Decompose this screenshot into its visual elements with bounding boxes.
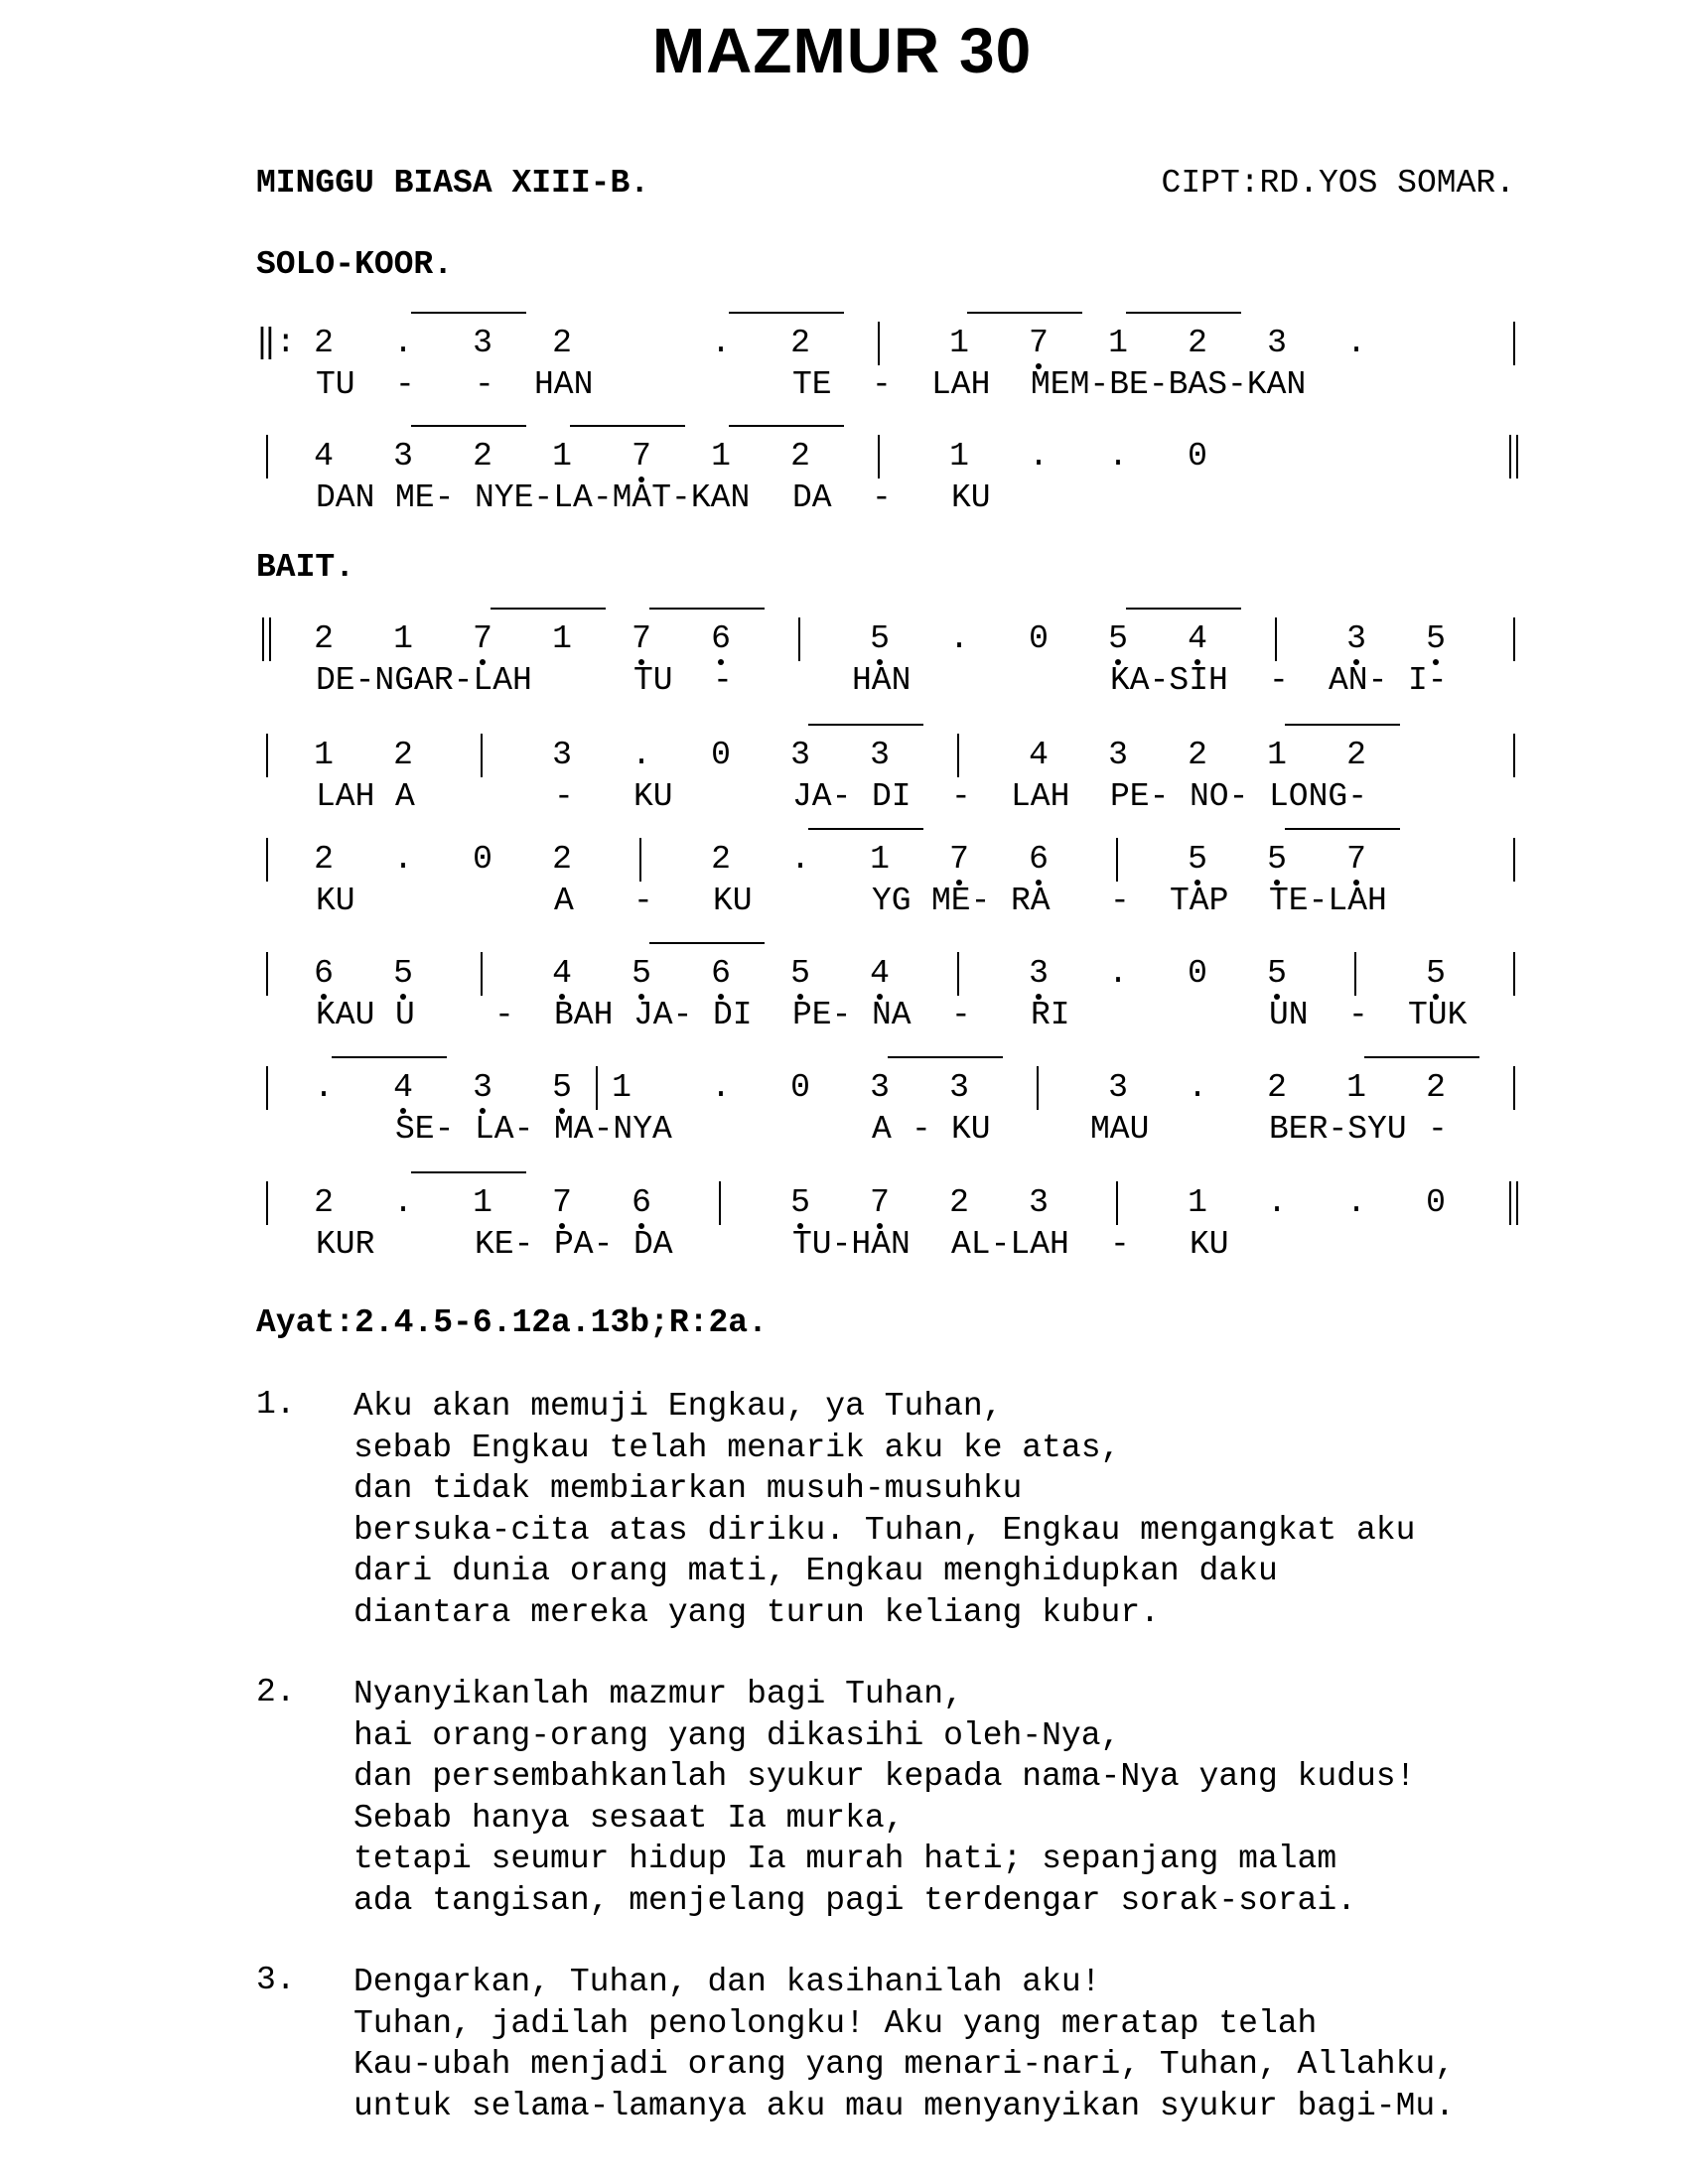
beam [1126,608,1241,610]
final-double-bar [1509,1181,1518,1225]
lyrics-row [256,882,1517,921]
note: . [1108,438,1128,475]
lyric: - [951,997,971,1033]
bar-line [481,952,483,996]
note: 5 [790,955,810,992]
notation-row [256,1183,1517,1223]
note: . [1029,438,1049,475]
note: 3 [473,325,492,361]
verse-line: dan tidak membiarkan musuh-musuhku [353,1470,1023,1507]
note: 5 [1426,955,1446,992]
verse-line: dari dunia orang mati, Engkau menghidupkan daku [353,1553,1278,1589]
beam [649,608,765,610]
lyric: - [1110,1226,1130,1263]
bar-line [1513,617,1515,661]
note: 5 [1267,841,1287,878]
verse-line: hai orang-orang yang dikasihi oleh-Nya, [353,1716,1121,1754]
note: 1 [393,620,413,657]
lyric: RI [1031,997,1070,1033]
lyric: DI [713,997,753,1033]
bar-line [1513,838,1515,882]
beam [729,425,844,427]
note: 4 [552,955,572,992]
lyric: MA-NYA [554,1111,672,1148]
note: 3 [1267,325,1287,361]
lyric: LAH [1011,778,1070,815]
note: 4 [1188,620,1207,657]
note: . [393,841,413,878]
verse-line: diantara mereka yang turun keliang kubur. [353,1593,1160,1631]
lyric: PA- [554,1226,614,1263]
note: 1 [314,737,334,773]
note: 1 [949,325,969,361]
verse-line: sebab Engkau telah menarik aku ke atas, [353,1429,1121,1466]
note: 0 [473,841,492,878]
note: 2 [1426,1069,1446,1106]
lyric: TE [792,366,832,403]
lyric: RA [1011,883,1051,919]
note: 3 [1108,737,1128,773]
lyric: TU-HAN [792,1226,911,1263]
verse-number: 1. [256,1386,296,1423]
lyric: YG [872,883,912,919]
bar-line [957,734,959,777]
note: 1 [1108,325,1128,361]
verse-number: 3. [256,1962,296,1998]
bar-line [798,617,800,661]
lyric: - [912,1111,931,1148]
composer-credit: CIPT:RD.YOS SOMAR. [1161,165,1515,202]
verse-line-2 [256,736,1517,831]
note: 0 [1426,1184,1446,1221]
beam [888,1056,1003,1058]
lyric: NO- [1190,778,1249,815]
note: 7 [632,620,651,657]
refrain-line-1 [256,324,1517,419]
lyric: - [713,662,733,699]
note: 7 [632,438,651,475]
lyric: DAN [316,479,375,516]
note: 3 [1029,955,1049,992]
bar-line [719,1181,721,1225]
beam [332,1056,447,1058]
note: . [1267,1184,1287,1221]
verse-line-6 [256,1183,1517,1279]
lyric: HAN [852,662,912,699]
lyric: KAU [316,997,375,1033]
bar-line [878,435,880,478]
verse-line: Kau-ubah menjadi orang yang menari-nari, Tuhan, Allahku, [353,2046,1455,2083]
note: 1 [870,841,890,878]
note: 7 [1346,841,1366,878]
note: 1 [1188,1184,1207,1221]
note: 2 [552,841,572,878]
note: 3 [870,1069,890,1106]
note: 1 [949,438,969,475]
note: 3 [1029,1184,1049,1221]
beam [411,312,526,314]
lyric: - [872,479,892,516]
note: 3 [552,737,572,773]
notation-row [256,324,1517,363]
lyric: - [1428,1111,1448,1148]
lyric: A [554,883,574,919]
lyric: LAH [931,366,991,403]
lyric: KU [951,479,991,516]
lyric: LA- [475,1111,534,1148]
note: 5 [393,955,413,992]
lyrics-row [256,478,1517,518]
lyric: A [872,1111,892,1148]
lyric: JA- [633,997,693,1033]
lyric: AL-LAH [951,1226,1069,1263]
bar-line [957,952,959,996]
beam [808,724,923,726]
note: 4 [1029,737,1049,773]
note: . [393,1184,413,1221]
verse-line: Tuhan, jadilah penolongku! Aku yang meratap telah [353,2004,1318,2042]
bar-line [878,322,880,365]
note: . [711,1069,731,1106]
page-title: MAZMUR 30 [651,15,1033,86]
lyric: I- [1408,662,1448,699]
lyric: LONG- [1269,778,1368,815]
note: 5 [1426,620,1446,657]
note: 2 [1188,737,1207,773]
note: 3 [870,737,890,773]
note: 3 [1108,1069,1128,1106]
lyric: LAH [316,778,375,815]
lyric: TAP [1170,883,1229,919]
lyric: UN [1269,997,1309,1033]
note: 1 [473,1184,492,1221]
lyric: KU [1190,1226,1229,1263]
bar-line [481,734,483,777]
bar-line [266,838,268,882]
bar-line [266,734,268,777]
lyric: KA-SIH [1110,662,1228,699]
note: 2 [1346,737,1366,773]
note: 1 [711,438,731,475]
lyrics-row [256,996,1517,1035]
lyric: PE- [792,997,852,1033]
note: 5 [1267,955,1287,992]
note: 5 [1188,841,1207,878]
note: 1 [552,438,572,475]
note: 2 [790,438,810,475]
note: 7 [473,620,492,657]
note: 2 [552,325,572,361]
lyric: MAU [1090,1111,1150,1148]
lyrics-row [256,365,1517,405]
note: 2 [949,1184,969,1221]
notation-row [256,437,1517,477]
bar-line [1354,952,1356,996]
bar-line [1513,952,1515,996]
verse-line-4 [256,954,1517,1049]
note: . [790,841,810,878]
note: . [949,620,969,657]
note: 6 [314,955,334,992]
note: 3 [473,1069,492,1106]
verse-line: Dengarkan, Tuhan, dan kasihanilah aku! [353,1964,1101,2000]
note: 4 [393,1069,413,1106]
lyric: ME- [395,479,455,516]
note: 2 [790,325,810,361]
verse-line: ada tangisan, menjelang pagi terdengar sorak-sorai. [353,1881,1356,1919]
ayat-reference: Ayat:2.4.5-6.12a.13b;R:2a. [256,1304,768,1341]
lyric: - [951,778,971,815]
beam [491,608,606,610]
bar-line [596,1066,598,1110]
note: 7 [1029,325,1049,361]
verse-line: bersuka-cita atas diriku. Tuhan, Engkau mengangkat aku [353,1511,1416,1549]
lyric: TU [633,662,673,699]
note: . [1188,1069,1207,1106]
lyric: TUK [1408,997,1468,1033]
lyric: MEM-BE-BAS-KAN [1031,366,1307,403]
note: 2 [1267,1069,1287,1106]
lyrics-row [256,1225,1517,1265]
note: 6 [711,955,731,992]
note: 2 [314,841,334,878]
bar-line [1513,322,1515,365]
note: 7 [552,1184,572,1221]
lyrics-row [256,1110,1517,1150]
verse-line: dan persembahkanlah syukur kepada nama-Nya yang kudus! [353,1758,1416,1795]
lyric: TE-LAH [1269,883,1387,919]
lyric: - [494,997,514,1033]
note: 0 [711,737,731,773]
lyric: - [1348,997,1368,1033]
lyric: BAH [554,997,614,1033]
final-double-bar [1509,435,1518,478]
note: 1 [1267,737,1287,773]
note: 4 [314,438,334,475]
bar-line [1037,1066,1039,1110]
beam [411,1171,526,1173]
lyrics-row [256,777,1517,817]
verse-line-3 [256,840,1517,935]
note: 7 [870,1184,890,1221]
beam [967,312,1082,314]
note: 4 [870,955,890,992]
note: 2 [711,841,731,878]
beam [1285,724,1400,726]
verse-line: Sebab hanya sesaat Ia murka, [353,1799,905,1837]
note: . [632,737,651,773]
lyric: SE- [395,1111,455,1148]
note: 2 [393,737,413,773]
note: . [393,325,413,361]
lyric: - [395,366,415,403]
note: 5 [552,1069,572,1106]
notation-row [256,736,1517,775]
beam [570,425,685,427]
note: . [1108,955,1128,992]
note: 3 [949,1069,969,1106]
lyric: KU [951,1111,991,1148]
lyric: DI [872,778,912,815]
start-double-bar [262,617,271,661]
note: 3 [393,438,413,475]
note: 6 [632,1184,651,1221]
note: 1 [1346,1069,1366,1106]
notation-row [256,840,1517,880]
lyric: KU [316,883,355,919]
note: 5 [632,955,651,992]
lyric: DA [792,479,832,516]
note: 1 [612,1069,632,1106]
lyric: KE- [475,1226,534,1263]
note: . [314,1069,334,1106]
beam [411,425,526,427]
lyric: - [633,883,653,919]
notation-row [256,954,1517,994]
beam [1285,828,1400,830]
lyric: - [1110,883,1130,919]
bar-line [1513,734,1515,777]
lyric: NYE-LA-MAT-KAN [475,479,751,516]
note: 5 [790,1184,810,1221]
lyric: A [395,778,415,815]
lyric: - [475,366,494,403]
note: 2 [473,438,492,475]
beam [1364,1056,1479,1058]
notation-row [256,619,1517,659]
note: . [1346,325,1366,361]
occasion-label: MINGGU BIASA XIII-B. [256,165,650,202]
lyric: U [395,997,415,1033]
repeat-start-sign: ‖: [256,325,296,361]
beam [729,312,844,314]
bar-line [266,1066,268,1110]
note: 0 [1188,438,1207,475]
note: 2 [314,620,334,657]
verse-line: Aku akan memuji Engkau, ya Tuhan, [353,1388,1003,1425]
refrain-line-2 [256,437,1517,532]
lyric: NA [872,997,912,1033]
lyric: DE-NGAR-LAH [316,662,532,699]
lyric: - [554,778,574,815]
note: 2 [314,325,334,361]
lyric: KU [713,883,753,919]
note: 0 [1029,620,1049,657]
lyric: DA [633,1226,673,1263]
verse-section-label: BAIT. [256,549,355,586]
note: 0 [790,1069,810,1106]
lyric: KUR [316,1226,375,1263]
note: . [711,325,731,361]
lyric: - [1269,662,1289,699]
beam [808,828,923,830]
note: 7 [949,841,969,878]
bar-line [266,952,268,996]
note: 1 [552,620,572,657]
bar-line [1275,617,1277,661]
verse-line: tetapi seumur hidup Ia murah hati; sepanjang malam [353,1841,1337,1877]
note: 0 [1188,955,1207,992]
note: 3 [1346,620,1366,657]
note: 6 [711,620,731,657]
bar-line [266,435,268,478]
note: 3 [790,737,810,773]
lyric: ME- [931,883,991,919]
note: 5 [870,620,890,657]
note: 5 [1108,620,1128,657]
lyrics-row [256,661,1517,701]
refrain-section-label: SOLO-KOOR. [256,246,454,283]
bar-line [266,1181,268,1225]
verse-line-1 [256,619,1517,715]
lyric: PE- [1110,778,1170,815]
note: . [1346,1184,1366,1221]
verse-line: Nyanyikanlah mazmur bagi Tuhan, [353,1676,963,1712]
lyric: KU [633,778,673,815]
lyric: AN- [1329,662,1388,699]
bar-line [1116,1181,1118,1225]
beam [649,942,765,944]
verse-line-5 [256,1068,1517,1163]
note: 2 [314,1184,334,1221]
bar-line [1116,838,1118,882]
beam [1126,312,1241,314]
bar-line [639,838,641,882]
verse-line: untuk selama-lamanya aku mau menyanyikan syukur bagi-Mu. [353,2087,1455,2124]
lyric: HAN [534,366,594,403]
lyric: JA- [792,778,852,815]
verse-number: 2. [256,1674,296,1710]
note: 6 [1029,841,1049,878]
bar-line [1513,1066,1515,1110]
note: 2 [1188,325,1207,361]
lyric: - [872,366,892,403]
lyric: TU [316,366,355,403]
lyric: BER-SYU [1269,1111,1407,1148]
notation-row [256,1068,1517,1108]
